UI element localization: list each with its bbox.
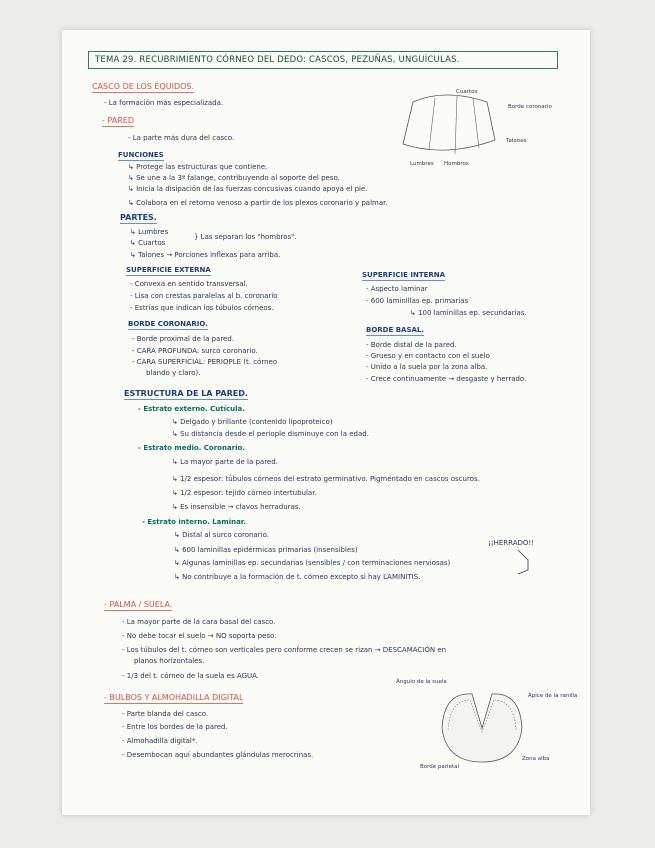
heading-superficie-interna: SUPERFICIE INTERNA — [362, 271, 446, 279]
medio-item: ↳ Es insensible → clavos herraduras. — [172, 503, 301, 511]
heading-palma: - PALMA / SUELA. — [104, 600, 173, 609]
diagram-label: Borde coronario — [508, 104, 552, 110]
bulbos-item: - Entre los bordes de la pared. — [122, 723, 228, 731]
partes-item: ↳ Lumbres — [130, 228, 169, 236]
heading-estructura: ESTRUCTURA DE LA PARED. — [124, 389, 248, 398]
externo-item: ↳ Delgado y brillante (contenido lipoproteico) — [172, 418, 333, 426]
sup-ext-item: - Convexa en sentido transversal. — [130, 280, 248, 288]
borde-cor-item: - CARA PROFUNDA: surco coronario. — [132, 347, 258, 355]
interno-item: ↳ Algunas laminillas ep. secundarias (sensibles / con terminaciones nerviosas) — [174, 559, 451, 567]
heading-bulbos: - BULBOS Y ALMOHADILLA DIGITAL — [104, 693, 244, 702]
diagram-label: Ángulo de la suela — [396, 679, 447, 685]
heading-partes: PARTES. — [120, 213, 157, 222]
heading-funciones: FUNCIONES — [118, 151, 164, 159]
bracket-arrow — [516, 548, 536, 578]
interno-item: ↳ No contribuye a la formación de t. córneo excepto si hay LAMINITIS. — [174, 573, 421, 581]
diagram-label: Borde parietal — [420, 764, 460, 770]
page-title: TEMA 29. RECUBRIMIENTO CÓRNEO DEL DEDO: CASCOS, PEZUÑAS, UNGUÍCULAS. — [95, 55, 460, 65]
partes-item: ↳ Talones → Porciones inflexas para arriba. — [130, 251, 281, 259]
interno-item: ↳ 600 laminillas epidérmicas primarias (insensibles) — [174, 546, 358, 554]
borde-basal-item: - Unido a la suela por la zona alba. — [366, 363, 488, 371]
palma-item: - 1/3 del t. córneo de la suela es AGUA. — [122, 672, 260, 680]
pared-desc: - La parte más dura del casco. — [128, 134, 235, 142]
section-line: - La formación más especializada. — [104, 99, 224, 107]
heading-superficie-externa: SUPERFICIE EXTERNA — [126, 266, 211, 274]
borde-basal-item: - Borde distal de la pared. — [366, 341, 457, 349]
hoof-side-diagram — [395, 84, 505, 164]
medio-item: ↳ La mayor parte de la pared. — [172, 458, 278, 466]
borde-basal-item: - Crece continuamente → desgaste y herrado. — [366, 375, 527, 383]
diagram-label: Lumbres — [410, 161, 434, 167]
section-heading-casco: CASCO DE LOS ÉQUIDOS. — [92, 82, 195, 91]
heading-pared: - PARED — [102, 116, 134, 125]
title-box — [88, 51, 558, 69]
heading-estrato-interno: - Estrato interno. Laminar. — [142, 518, 246, 526]
sup-int-item: - 600 laminillas ep. primarias — [366, 297, 469, 305]
bulbos-item: - Almohadilla digital*. — [122, 737, 198, 745]
palma-item: - La mayor parte de la cara basal del casco. — [122, 618, 276, 626]
sup-int-item: ↳ 100 laminillas ep. secundarias. — [410, 309, 527, 317]
heading-borde-basal: BORDE BASAL. — [366, 326, 425, 334]
palma-item: - No debe tocar el suelo → NO soporta peso. — [122, 632, 277, 640]
heading-borde-coronario: BORDE CORONARIO. — [128, 320, 208, 328]
hoof-sole-diagram — [432, 688, 532, 768]
funciones-item: ↳ Protege las estructuras que contiene. — [128, 163, 268, 171]
bulbos-item: - Desembocan aquí abundantes glándulas merocrinas. — [122, 751, 314, 759]
funciones-item: ↳ Colabora en el retorno venoso a partir de los plexos coronario y palmar. — [128, 199, 388, 207]
diagram-label: Hombros — [444, 161, 469, 167]
sup-ext-item: - Lisa con crestas paralelas al b. coronario — [130, 292, 278, 300]
medio-item: ↳ 1/2 espesor: túbulos córneos del estrato germinativo. Pigmentado en cascos oscuros. — [172, 475, 480, 483]
diagram-label: Ápice de la ranilla — [528, 693, 578, 699]
diagram-label: Zona alba — [522, 756, 550, 762]
funciones-item: ↳ Se une a la 3ª falange, contribuyendo al soporte del peso. — [128, 174, 340, 182]
herrado-note: ¡¡HERRADO!! — [488, 539, 535, 547]
bulbos-item: - Parte blanda del casco. — [122, 710, 209, 718]
heading-estrato-externo: - Estrato externo. Cutícula. — [138, 405, 245, 413]
diagram-label: Cuartos — [456, 89, 478, 95]
borde-cor-item: - CARA SUPERFICIAL: PERIOPLE (t. córneo — [132, 358, 278, 366]
borde-cor-item: blando y claro). — [146, 369, 201, 377]
partes-item: ↳ Cuartos — [130, 239, 166, 247]
borde-basal-item: - Grueso y en contacto con el suelo — [366, 352, 490, 360]
borde-cor-item: - Borde proximal de la pared. — [132, 335, 235, 343]
externo-item: ↳ Su distancia desde el periople disminuye con la edad. — [172, 430, 369, 438]
medio-item: ↳ 1/2 espesor: tejido córneo intertubular. — [172, 489, 317, 497]
heading-estrato-medio: - Estrato medio. Coronario. — [138, 444, 245, 452]
palma-item: - Los túbulos del t. córneo son verticales pero conforme crecen se rizan → DESCAMACIÓN en — [122, 646, 447, 654]
palma-item: planos horizontales. — [134, 657, 205, 665]
sup-ext-item: - Estrías que indican los túbulos córneos. — [130, 304, 274, 312]
diagram-label: Talones — [506, 138, 527, 144]
funciones-item: ↳ Inicia la disipación de las fuerzas concusivas cuando apoya el pie. — [128, 185, 368, 193]
interno-item: ↳ Distal al surco coronario. — [174, 531, 269, 539]
partes-brace-note: } Las separan los "hombros". — [194, 233, 297, 241]
sup-int-item: - Aspecto laminar — [366, 285, 428, 293]
